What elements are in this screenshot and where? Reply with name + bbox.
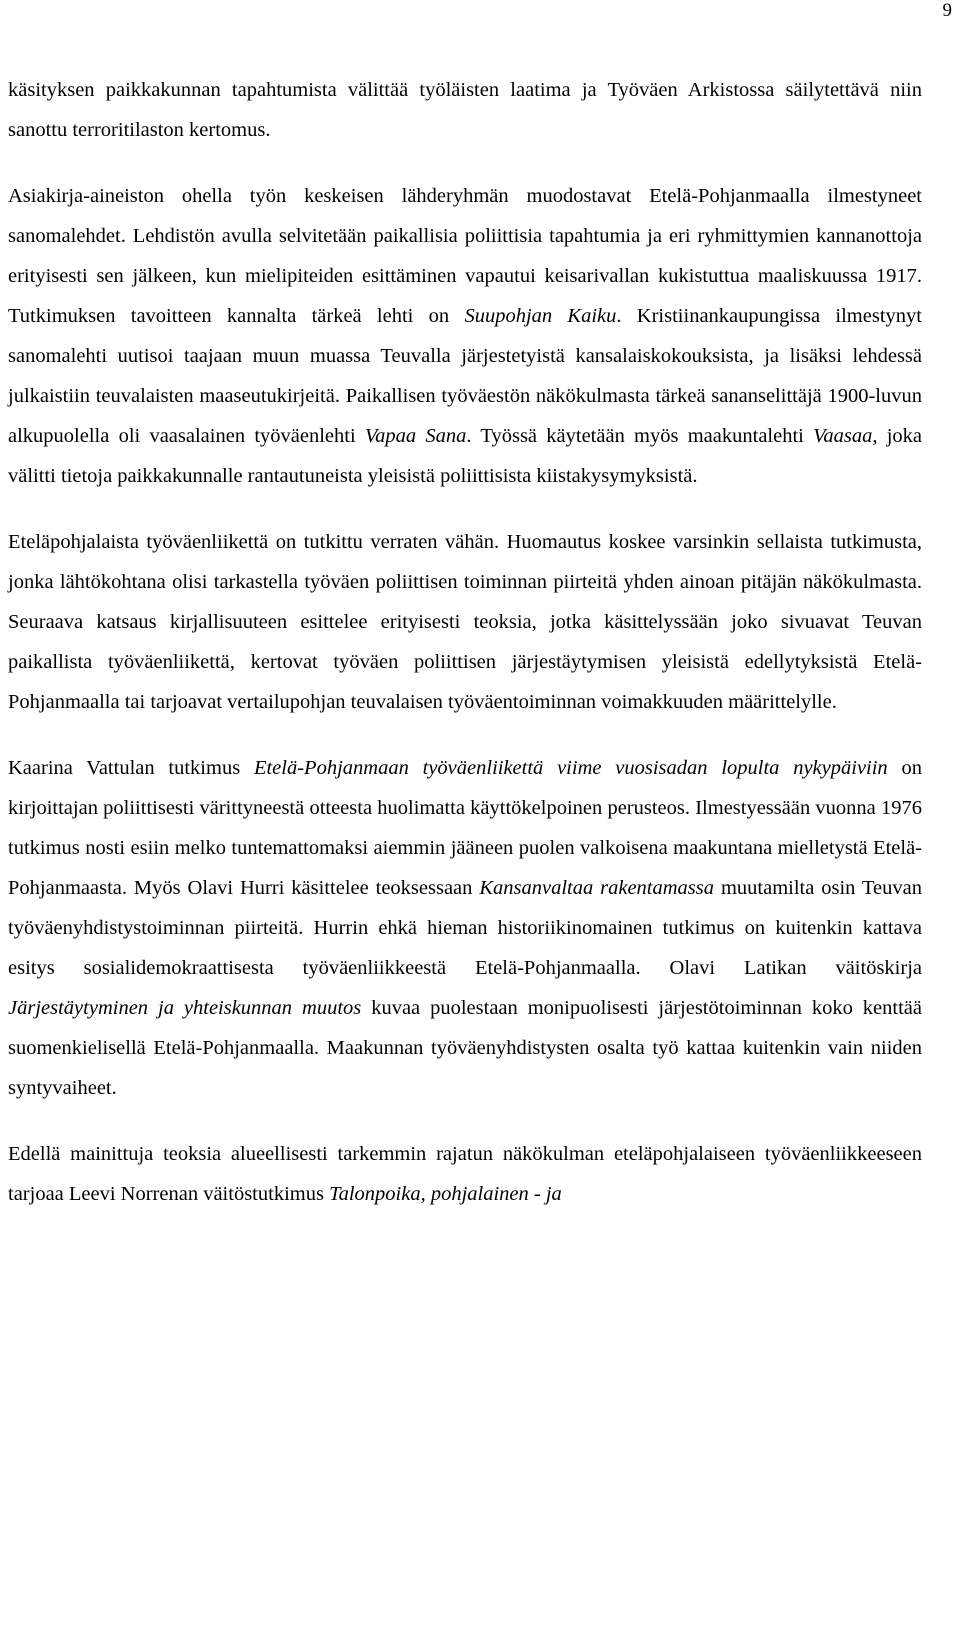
text-segment: muutamilta osin Teuvan työväenyhdistystoiminnan piirteitä. Hurrin ehkä hieman historiikinomainen tutkimus on kuitenkin kattava esitys sosialidemokraattisesta työväenliikkeestä Etelä-Pohjanmaalla. Olavi Latikan väitöskirja — [8, 877, 922, 979]
newspaper-title: Vaasaa — [813, 425, 873, 447]
text-segment: käsityksen paikkakunnan tapahtumista välittää työläisten laatima ja Työväen Arkistossa säilytettävä niin sanottu terroritilaston kertomus. — [8, 79, 922, 141]
text-segment: on kirjoittajan poliittisesti värittyneestä otteesta huolimatta käyttökelpoinen perusteos. Ilmestyessään vuonna 1976 tutkimus nosti esiin melko tuntemattomaksi aiemmin jääneen puolen valkoisena maakuntana mielletystä Etelä-Pohjanmaasta. Myös Olavi Hurri käsittelee teoksessaan — [8, 757, 922, 899]
newspaper-title: Suupohjan Kaiku — [464, 305, 617, 327]
paragraph — [8, 522, 922, 722]
text-segment: Eteläpohjalaista työväenliikettä on tutkittu verraten vähän. Huomautus koskee varsinkin sellaista tutkimusta, jonka lähtökohtana olisi tarkastella työväen poliittisen toiminnan piirteitä yhden ainoan pitäjän näkökulmasta. Seuraava katsaus kirjallisuuteen esittelee erityisesti teoksia, jotka käsittelyssään joko sivuavat Teuvan paikallista työväenliikettä, kertovat työväen poliittisen järjestäytymisen yleisistä edellytyksistä Etelä-Pohjanmaalla tai tarjoavat vertailupohjan teuvalaisen työväentoiminnan voimakkuuden määrittelylle. — [8, 531, 922, 713]
book-title: Talonpoika, pohjalainen - ja — [329, 1183, 562, 1205]
page-number: 9 — [942, 0, 952, 21]
newspaper-title: Vapaa Sana — [364, 425, 467, 447]
text-segment: . Kristiinankaupungissa ilmestynyt sanomalehti uutisoi taajaan muun muassa Teuvalla järjestetyistä kansalaiskokouksista, ja lisäksi lehdessä julkaistiin teuvalaisten maaseutukirjeitä. Paikallisen työväestön näkökulmasta tärkeä sananselittäjä 1900-luvun alkupuolella oli vaasalainen työväenlehti — [8, 305, 922, 447]
book-title: Järjestäytyminen ja yhteiskunnan muutos — [8, 997, 362, 1019]
document-body — [8, 70, 922, 1240]
text-segment: . Työssä käytetään myös maakuntalehti — [466, 425, 814, 447]
paragraph — [8, 70, 922, 150]
paragraph — [8, 176, 922, 496]
book-title: Etelä-Pohjanmaan työväenliikettä viime vuosisadan lopulta nykypäiviin — [253, 757, 888, 779]
paragraph — [8, 748, 922, 1108]
text-segment: Edellä mainittuja teoksia alueellisesti tarkemmin rajatun näkökulman eteläpohjalaiseen työväenliikkeeseen tarjoaa Leevi Norrenan väitöstutkimus — [8, 1143, 922, 1205]
paragraph — [8, 1134, 922, 1214]
book-title: Kansanvaltaa rakentamassa — [479, 877, 715, 899]
text-segment: Asiakirja-aineiston ohella työn keskeisen lähderyhmän muodostavat Etelä-Pohjanmaalla ilmestyneet sanomalehdet. Lehdistön avulla selvitetään paikallisia poliittisia tapahtumia ja eri ryhmittymien kannanottoja erityisesti sen jälkeen, kun mielipiteiden esittäminen vapautui keisarivallan kukistuttua maaliskuussa 1917. Tutkimuksen tavoitteen kannalta tärkeä lehti on — [8, 185, 922, 327]
text-segment: , joka välitti tietoja paikkakunnalle rantautuneista yleisistä poliittisista kiistakysymyksistä. — [8, 425, 923, 487]
text-segment: kuvaa puolestaan monipuolisesti järjestötoiminnan koko kenttää suomenkielisellä Etelä-Pohjanmaalla. Maakunnan työväenyhdistysten osalta työ kattaa kuitenkin vain niiden syntyvaiheet. — [8, 997, 922, 1099]
text-segment: Kaarina Vattulan tutkimus — [8, 757, 254, 779]
